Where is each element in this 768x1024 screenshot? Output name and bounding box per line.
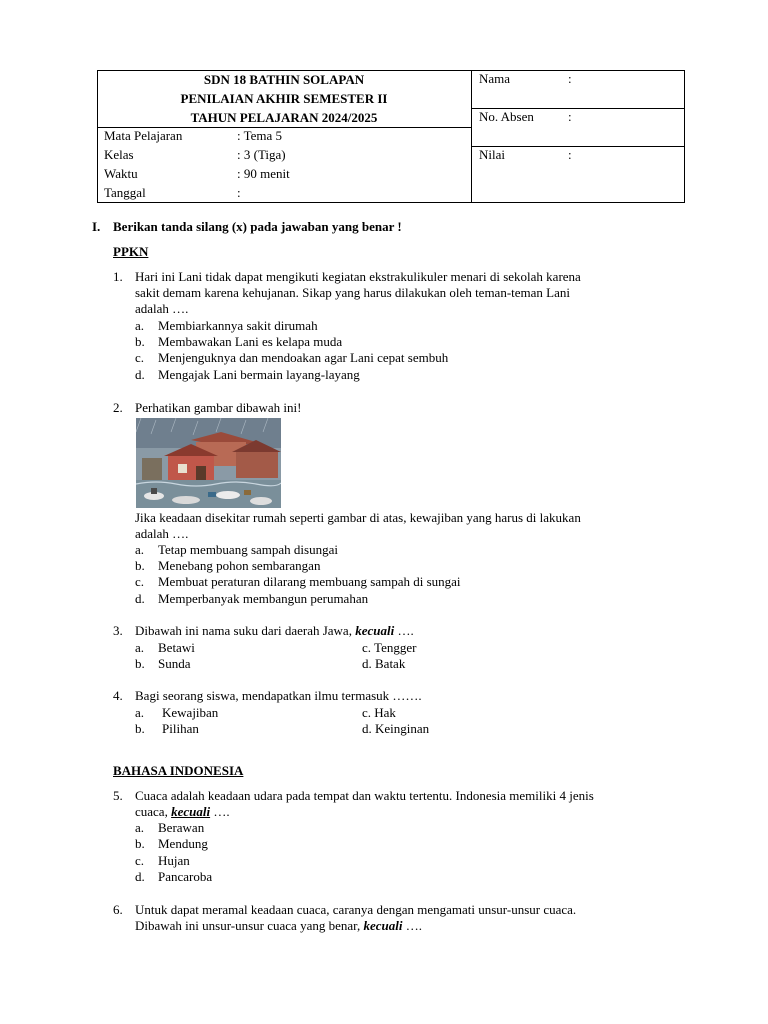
q2-intro: Perhatikan gambar dibawah ini! bbox=[135, 400, 302, 415]
q5-option-b: Mendung bbox=[158, 836, 208, 851]
q6-number: 6. bbox=[113, 902, 123, 917]
q3-emphasis: kecuali bbox=[355, 623, 395, 638]
q2-text-line-2: adalah …. bbox=[135, 526, 189, 541]
q4-option-a-letter: a. bbox=[135, 705, 145, 720]
q6-text-pre: Dibawah ini unsur-unsur cuaca yang benar, bbox=[135, 918, 364, 933]
field-value-time: : 90 menit bbox=[237, 166, 290, 181]
q3-text-pre: Dibawah ini nama suku dari daerah Jawa, bbox=[135, 623, 356, 638]
student-score-colon: : bbox=[568, 147, 572, 162]
student-number-colon: : bbox=[568, 109, 572, 124]
q1-option-c: Menjenguknya dan mendoakan agar Lani cepat sembuh bbox=[158, 350, 449, 365]
q5-option-d-letter: d. bbox=[135, 869, 145, 884]
q3-option-a-letter: a. bbox=[135, 640, 145, 655]
student-name-colon: : bbox=[568, 71, 572, 86]
q3-text-post: …. bbox=[394, 623, 414, 638]
field-value-subject: : Tema 5 bbox=[237, 128, 283, 143]
field-label-subject: Mata Pelajaran bbox=[104, 128, 183, 143]
q6-emphasis: kecuali bbox=[363, 918, 403, 933]
q1-option-a-letter: a. bbox=[135, 318, 145, 333]
q1-number: 1. bbox=[113, 269, 123, 284]
q6-text-line-2 bbox=[135, 918, 422, 934]
q5-option-c-letter: c. bbox=[135, 853, 145, 868]
q3-option-b: Sunda bbox=[158, 656, 191, 671]
q1-text-line-2: sakit demam karena kehujanan. Sikap yang harus dilakukan oleh teman-teman Lani bbox=[135, 285, 570, 300]
q4-option-c: c. Hak bbox=[362, 705, 396, 720]
q2-number: 2. bbox=[113, 400, 123, 415]
q5-option-c: Hujan bbox=[158, 853, 190, 868]
q5-option-a: Berawan bbox=[158, 820, 205, 835]
q5-emphasis: kecuali bbox=[171, 804, 211, 819]
q1-option-d: Mengajak Lani bermain layang-layang bbox=[158, 367, 360, 382]
q6-text-line-1: Untuk dapat meramal keadaan cuaca, caranya dengan mengamati unsur-unsur cuaca. bbox=[135, 902, 577, 917]
q4-number: 4. bbox=[113, 688, 123, 703]
q2-option-b-letter: b. bbox=[135, 558, 145, 573]
q4-option-b: Pilihan bbox=[162, 721, 199, 736]
exam-title: PENILAIAN AKHIR SEMESTER II bbox=[180, 91, 388, 106]
q1-option-b: Membawakan Lani es kelapa muda bbox=[158, 334, 343, 349]
school-name: SDN 18 BATHIN SOLAPAN bbox=[203, 72, 365, 87]
q5-number: 5. bbox=[113, 788, 123, 803]
field-label-time: Waktu bbox=[104, 166, 138, 181]
flood-illustration bbox=[136, 418, 281, 508]
subject-heading-ppkn: PPKN bbox=[113, 244, 149, 259]
q3-option-c: c. Tengger bbox=[362, 640, 417, 655]
q5-option-b-letter: b. bbox=[135, 836, 145, 851]
q5-text-line-2 bbox=[135, 804, 230, 820]
q3-number: 3. bbox=[113, 623, 123, 638]
field-label-class: Kelas bbox=[104, 147, 134, 162]
student-number-label: No. Absen bbox=[479, 109, 534, 124]
q2-option-c-letter: c. bbox=[135, 574, 145, 589]
q5-text-post: …. bbox=[210, 804, 230, 819]
school-year: TAHUN PELAJARAN 2024/2025 bbox=[190, 110, 378, 125]
q3-text bbox=[135, 623, 414, 639]
subject-heading-bahasa: BAHASA INDONESIA bbox=[113, 763, 244, 778]
q4-text: Bagi seorang siswa, mendapatkan ilmu termasuk ……. bbox=[135, 688, 422, 703]
q4-option-d: d. Keinginan bbox=[362, 721, 430, 736]
field-value-date: : bbox=[237, 185, 241, 200]
q4-option-b-letter: b. bbox=[135, 721, 145, 736]
student-name-label: Nama bbox=[479, 71, 511, 86]
q2-option-a: Tetap membuang sampah disungai bbox=[158, 542, 338, 557]
q2-option-c: Membuat peraturan dilarang membuang sampah di sungai bbox=[158, 574, 461, 589]
section-number: I. bbox=[92, 219, 101, 234]
q2-option-b: Menebang pohon sembarangan bbox=[158, 558, 321, 573]
q1-option-d-letter: d. bbox=[135, 367, 145, 382]
q1-text-line-1: Hari ini Lani tidak dapat mengikuti kegiatan ekstrakulikuler menari di sekolah karena bbox=[135, 269, 581, 284]
q3-option-d: d. Batak bbox=[362, 656, 406, 671]
field-label-date: Tanggal bbox=[104, 185, 146, 200]
q2-option-d-letter: d. bbox=[135, 591, 145, 606]
student-score-label: Nilai bbox=[479, 147, 505, 162]
q1-text-line-3: adalah …. bbox=[135, 301, 189, 316]
q4-option-a: Kewajiban bbox=[162, 705, 219, 720]
q1-option-a: Membiarkannya sakit dirumah bbox=[158, 318, 318, 333]
q5-option-d: Pancaroba bbox=[158, 869, 213, 884]
q2-option-a-letter: a. bbox=[135, 542, 145, 557]
q5-option-a-letter: a. bbox=[135, 820, 145, 835]
q3-option-a: Betawi bbox=[158, 640, 195, 655]
q1-option-c-letter: c. bbox=[135, 350, 145, 365]
q5-text-line-1: Cuaca adalah keadaan udara pada tempat dan waktu tertentu. Indonesia memiliki 4 jenis bbox=[135, 788, 594, 803]
q6-text-post: …. bbox=[402, 918, 422, 933]
q3-option-b-letter: b. bbox=[135, 656, 145, 671]
q2-option-d: Memperbanyak membangun perumahan bbox=[158, 591, 369, 606]
field-value-class: : 3 (Tiga) bbox=[237, 147, 286, 162]
header-divider-vertical bbox=[471, 70, 472, 203]
q2-text-line-1: Jika keadaan disekitar rumah seperti gambar di atas, kewajiban yang harus di lakukan bbox=[135, 510, 581, 525]
section-instruction: Berikan tanda silang (x) pada jawaban yang benar ! bbox=[113, 219, 402, 234]
q1-option-b-letter: b. bbox=[135, 334, 145, 349]
q5-text-pre: cuaca, bbox=[135, 804, 172, 819]
